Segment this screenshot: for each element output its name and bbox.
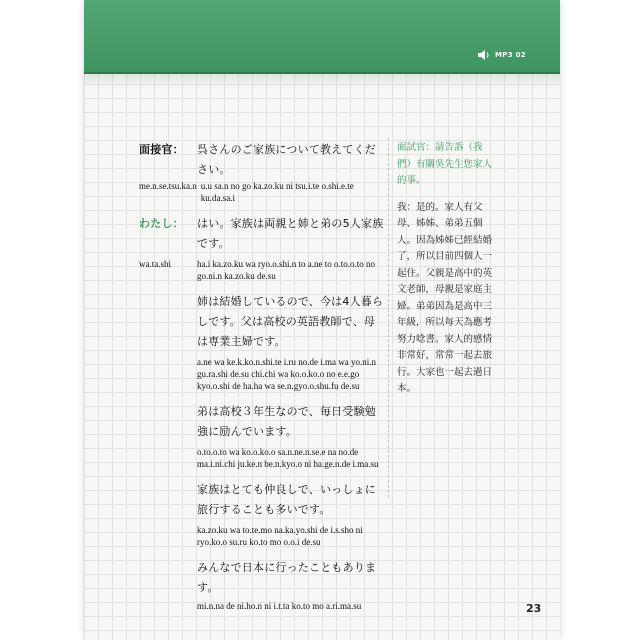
japanese-line: 姉は結婚しているので、今は4人暮らしです。父は高校の英語教師で、母は専業主婦です。 <box>197 295 384 348</box>
header-shadow <box>84 74 560 88</box>
japanese-line: 呉さんのご家族について教えてください。 <box>197 143 376 176</box>
page-number: 23 <box>526 602 542 615</box>
dialogue-column <box>139 140 385 618</box>
romaji-line: o.to.o.to wa ko.o.ko.o sa.n.ne.n.se.e na no.de ma.i.ni.chi ju.ke.n be.n.kyo.o ni ha.ge.n.de i.ma.su <box>197 447 379 469</box>
dialogue-line-4 <box>139 402 385 470</box>
dialogue-line-1 <box>139 140 385 204</box>
dialogue-line-3 <box>139 292 385 392</box>
dialogue-line-5 <box>139 480 385 548</box>
romaji-line: ka.zo.ku wa to.te.mo na.ka.yo.shi de i.s.sho ni ryo.ko.o su.ru ko.to mo o.o.i de.su <box>197 525 363 547</box>
romaji-line: a.ne wa ke.k.ko.n.shi.te i.ru no.de i.ma wa yo.ni.n gu.ra.shi de.su chi.chi wa ko.o.ko.o no e.e.go kyo.o.shi de ha.ha wa se.n.gyo.o.shu.fu de.su <box>197 357 376 391</box>
romaji-line: mi.n.na de ni.ho.n ni i.t.ta ko.to mo a.ri.ma.su <box>197 601 362 611</box>
translation-column <box>397 140 495 398</box>
audio-track-text: MP3 02 <box>495 51 526 59</box>
romaji-line: u.u sa.n no go ka.zo.ku ni tsu.i.te o.shi.e.te ku.da.sa.i <box>200 181 354 203</box>
dialogue-line-2 <box>139 214 385 282</box>
speaker-icon <box>477 49 491 61</box>
column-divider <box>388 138 390 498</box>
japanese-line: 弟は高校３年生なので、毎日受験勉強に励んでいます。 <box>197 405 376 438</box>
romaji-line: ha.i ka.zo.ku wa ryo.o.shi.n to a.ne to o.to.o.to no go.ni.n ka.zo.ku de.su <box>197 259 375 281</box>
audio-track-label[interactable] <box>477 46 531 64</box>
speaker-romaji: wa.ta.shi <box>139 259 171 269</box>
speaker-label: わたし： <box>139 217 184 230</box>
speaker-romaji: me.n.se.tsu.ka.n <box>139 181 197 191</box>
translation-body: 我：是的。家人有父母、姊姊、弟弟五個人。因為姊姊已經結婚了，所以目前四個人一起住。父親是高中的英文老師，母親是家庭主婦。弟弟因為是高中三年級，所以每天為應考努力唸書。家人的感情非常好，常常一起去旅行。大家也一起去過日本。 <box>397 201 493 394</box>
japanese-line: 家族はとても仲良しで、いっしょに旅行することも多いです。 <box>197 483 376 516</box>
speaker-label: 面接官： <box>139 143 184 156</box>
japanese-line: みんなで日本に行ったこともあります。 <box>197 561 377 594</box>
translation-title: 面試官：請告訴（我們）有關吳先生您家人的事。 <box>397 142 493 186</box>
japanese-line: はい。家族は両親と姉と弟の5人家族です。 <box>197 217 384 250</box>
dialogue-line-6 <box>139 558 385 612</box>
